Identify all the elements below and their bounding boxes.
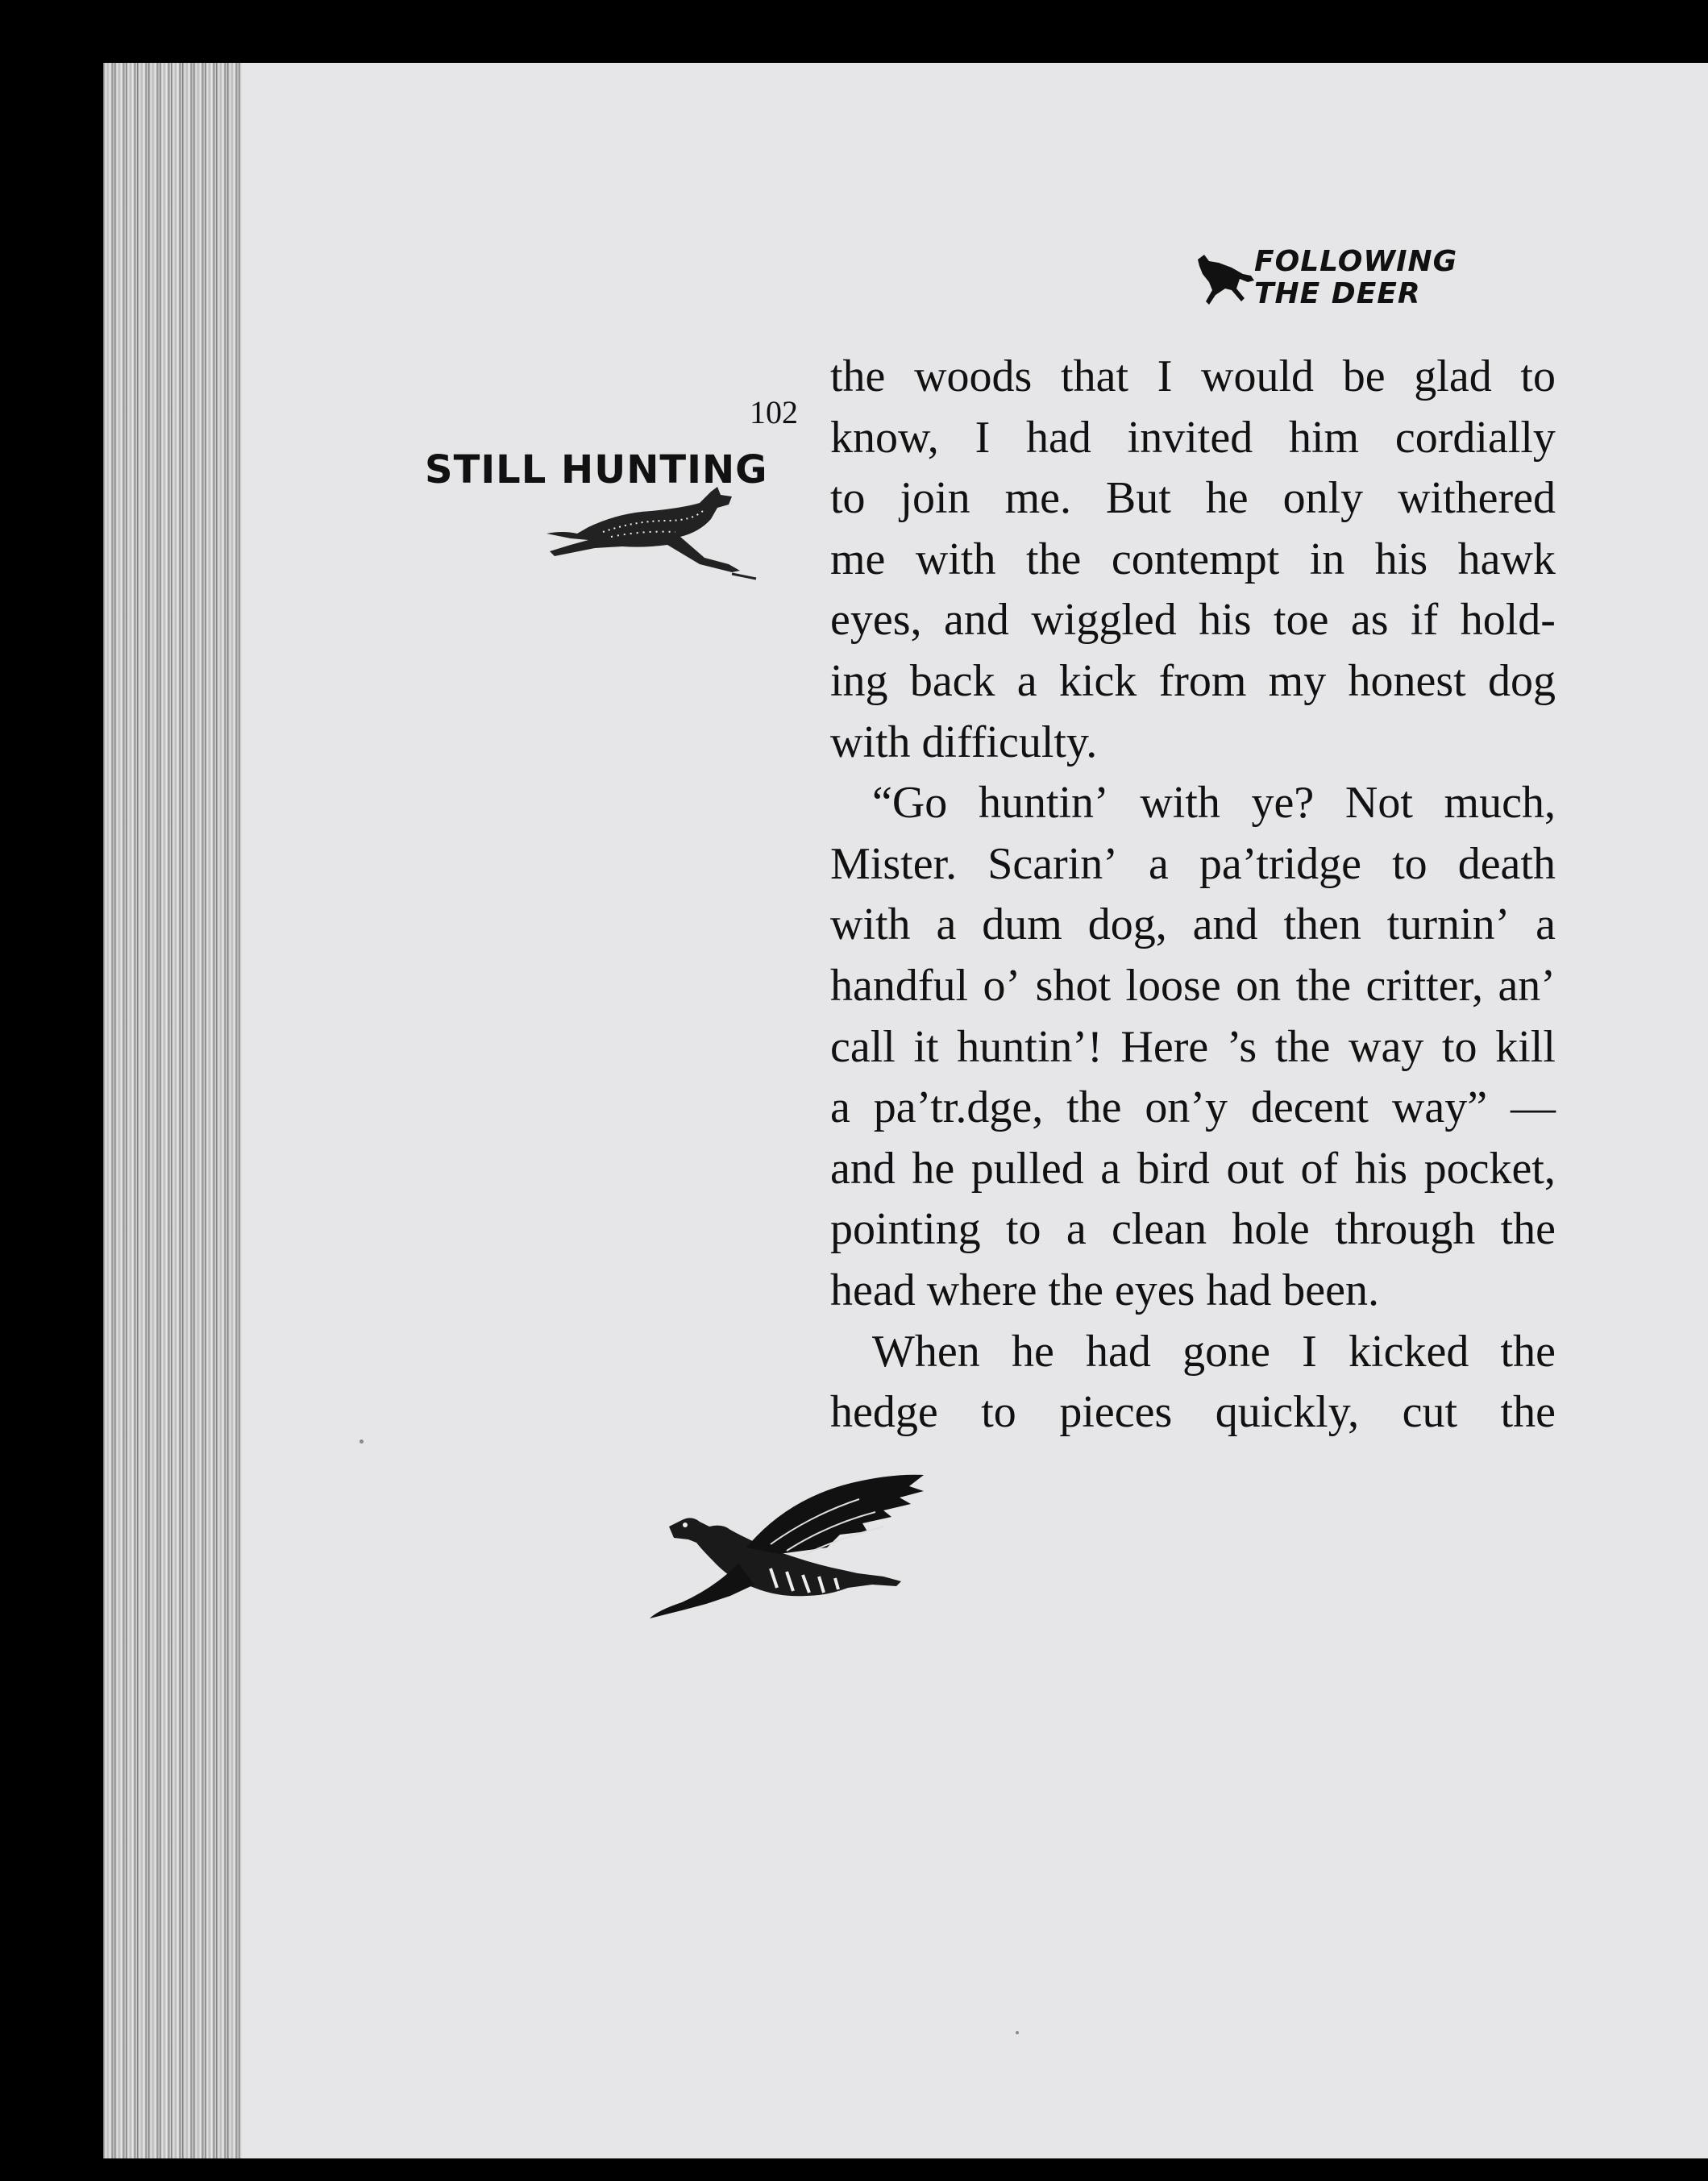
text-line: Mister. Scarin’ a pa’tridge to death [830, 838, 1556, 889]
text-line: pointing to a clean hole through the [830, 1204, 1556, 1255]
text-line: call it huntin’! Here ’s the way to kill [830, 1021, 1556, 1072]
page-edges [103, 63, 245, 2158]
text-line: me with the contempt in his hawk [830, 534, 1556, 584]
text-line: a pa’tr.dge, the on’y decent way” — [830, 1082, 1556, 1133]
text-line: the woods that I would be glad to [830, 351, 1556, 401]
text-line: with a dum dog, and then turnin’ a [830, 899, 1556, 950]
text-line: with difficulty. [830, 717, 1098, 767]
text-line: ing back a kick from my honest dog [830, 655, 1556, 706]
text-line: and he pulled a bird out of his pocket, [830, 1143, 1556, 1194]
page-speck [1016, 2031, 1019, 2034]
leaping-deer-icon [1191, 242, 1260, 310]
flying-partridge-illustration [650, 1467, 940, 1620]
text-line: hedge to pieces quickly, cut the [830, 1387, 1556, 1438]
side-title: STILL HUNTING [425, 447, 768, 492]
running-head [1191, 242, 1465, 322]
text-line: When he had gone I kicked the [872, 1326, 1556, 1377]
text-line: “Go huntin’ with ye? Not much, [872, 778, 1556, 829]
text-line: handful o’ shot loose on the critter, an’ [830, 960, 1556, 1011]
text-line: eyes, and wiggled his toe as if hold- [830, 595, 1556, 646]
leaping-deer-illustration [538, 484, 764, 588]
page-number: 102 [750, 394, 798, 430]
page-speck [359, 1439, 364, 1444]
running-head-line-1: FOLLOWING [1254, 245, 1458, 278]
text-line: to join me. But he only withered [830, 473, 1556, 524]
text-line: know, I had invited him cordially [830, 412, 1556, 463]
running-head-line-2: THE DEER [1254, 277, 1421, 310]
text-line: head where the eyes had been. [830, 1265, 1379, 1315]
body-text [830, 347, 1556, 1444]
